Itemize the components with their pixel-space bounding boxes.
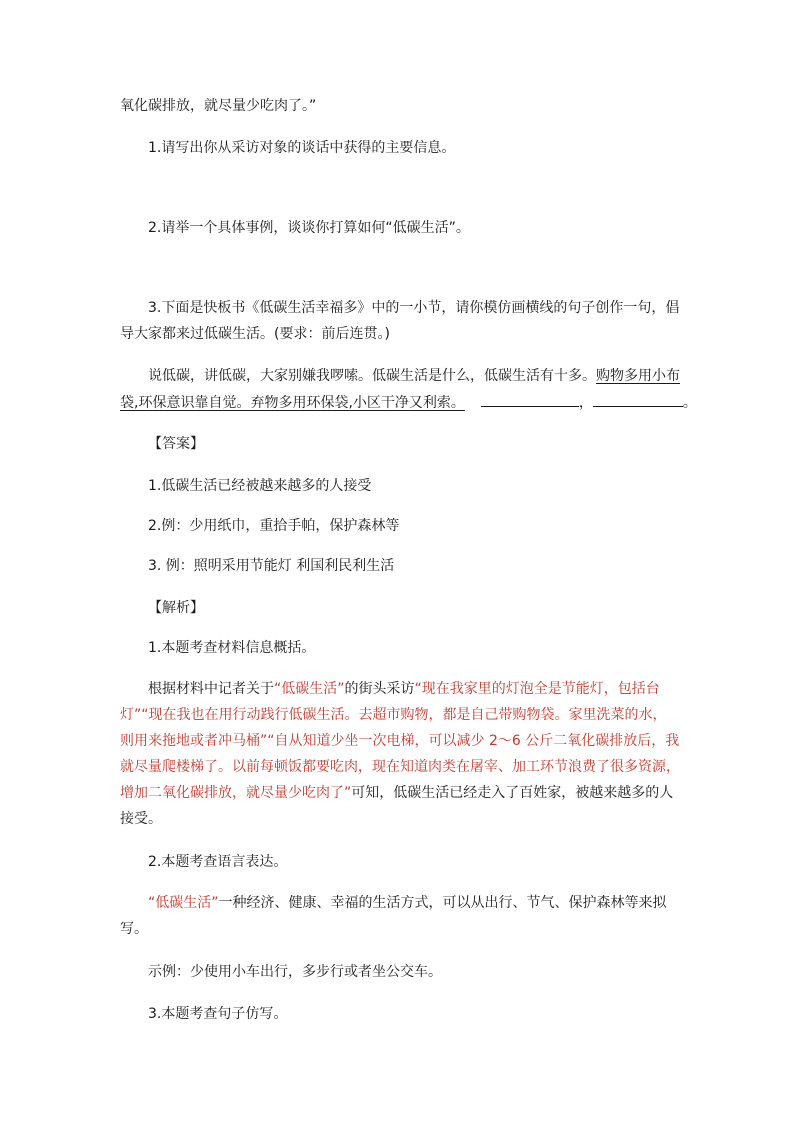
- answer-1: 1.低碳生活已经被越来越多的人接受: [148, 478, 372, 494]
- answer-3: 3. 例：照明采用节能灯 利国利民利生活: [148, 558, 395, 574]
- answer-blank-1[interactable]: [481, 392, 579, 407]
- analysis-2-text: 一种经济、健康、幸福的生活方式，可以从出行、节气、保护森林等来拟: [218, 895, 667, 911]
- question-3-text-plain: 说低碳，讲低碳，大家别嫌我啰嗦。低碳生活是什么，低碳生活有十多。: [148, 368, 596, 384]
- analysis-1-line-1: [148, 679, 660, 699]
- analysis-1-quote-end: 增加二氧化碳排放，就尽量少吃肉了”: [120, 785, 352, 801]
- analysis-1-quote-start: “现在我家里的灯泡全是节能灯，包括台: [414, 681, 660, 697]
- analysis-1-line-6: 接受。: [120, 811, 162, 827]
- blank-end: 。: [682, 395, 697, 411]
- question-1: 1.请写出你从采访对象的谈话中获得的主要信息。: [148, 140, 456, 156]
- analysis-1-title: 1.本题考查材料信息概括。: [148, 640, 316, 656]
- analysis-1-text-2: 的街头采访: [344, 681, 415, 697]
- analysis-1-line-5: [120, 783, 673, 803]
- blank-separator: ，: [578, 395, 593, 411]
- analysis-2-quote-term: “低碳生活”: [148, 895, 219, 911]
- analysis-1-line-3: 则用来拖地或者冲马桶”“自从知道少坐一次电梯，可以减少 2～6 公斤二氧化碳排放后，我: [120, 733, 680, 749]
- answer-blank-2[interactable]: [593, 392, 683, 407]
- analysis-2-line-1: [148, 893, 667, 913]
- question-3-line-1: 3.下面是快板书《低碳生活幸福多》中的一小节，请你模仿画横线的句子创作一句，倡: [148, 300, 680, 316]
- analysis-1-line-4: 就尽量爬楼梯了。以前每顿饭都要吃肉，现在知道肉类在屠宰、加工环节浪费了很多资源，: [120, 759, 680, 775]
- question-3-text-line-1: [148, 366, 680, 386]
- analysis-1-line-2: 灯”“现在我也在用行动践行低碳生活。去超市购物，都是自己带购物袋。家里洗菜的水，: [120, 707, 667, 723]
- analysis-2-example: 示例：少使用小车出行，多步行或者坐公交车。: [148, 964, 442, 980]
- answer-tag: 【答案】: [148, 436, 204, 452]
- analysis-3-title: 3.本题考查句子仿写。: [148, 1006, 288, 1022]
- analysis-1-text: 根据材料中记者关于: [148, 681, 274, 697]
- analysis-1-conclusion: 可知，低碳生活已经走入了百姓家，被越来越多的人: [351, 785, 674, 801]
- analysis-2-title: 2.本题考查语言表达。: [148, 854, 288, 870]
- question-3-text-line-2: [120, 392, 697, 413]
- analysis-1-quote-term: “低碳生活”: [274, 681, 345, 697]
- question-3-underlined-text-2: 袋,环保意识靠自觉。弃物多用环保袋,小区干净又利索。: [120, 395, 465, 411]
- question-2: 2.请举一个具体事例，谈谈你打算如何“低碳生活”。: [148, 220, 470, 236]
- analysis-tag: 【解析】: [148, 600, 204, 616]
- question-intro-tail: 氧化碳排放，就尽量少吃肉了。”: [120, 98, 317, 114]
- question-3-underlined-text: 购物多用小布: [596, 368, 680, 384]
- question-3-line-2: 导大家都来过低碳生活。(要求：前后连贯。): [120, 326, 390, 342]
- analysis-2-line-2: 写。: [120, 921, 148, 937]
- answer-2: 2.例：少用纸巾，重拾手帕，保护森林等: [148, 518, 400, 534]
